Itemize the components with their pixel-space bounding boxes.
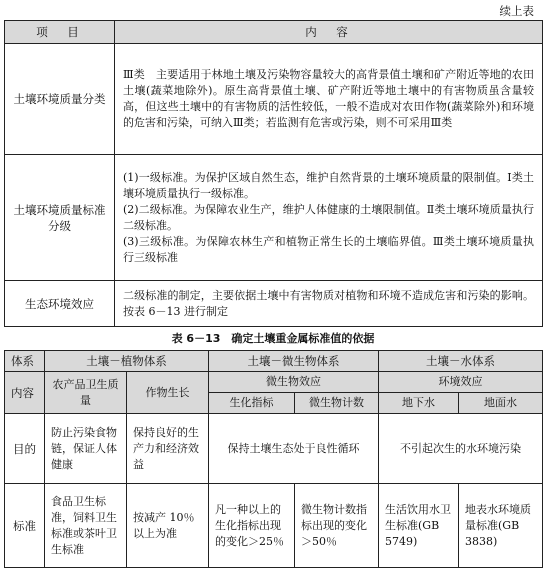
header-crop-growth: 作物生长 — [127, 372, 209, 414]
header-env-effect: 环境效应 — [379, 372, 543, 393]
header-microbe-effect: 微生物效应 — [209, 372, 379, 393]
header-groundwater: 地下水 — [379, 393, 459, 414]
header-soil-microbe-system: 土壤－微生物体系 — [209, 351, 379, 372]
row-paragraph: 二级标准的制定，主要依据土壤中有害物质对植物和环境不造成危害和污染的影响。按表 6－13 进行制定 — [123, 288, 534, 318]
row-label: 生态环境效应 — [5, 281, 115, 327]
table-header-row — [5, 21, 543, 44]
table-header-row — [5, 372, 543, 393]
header-system: 体系 — [5, 351, 45, 372]
row-paragraph: (2)二级标准。为保障农业生产，维护人体健康的土壤限制值。Ⅱ类土壤环境质量执行二级标准。 — [123, 202, 534, 232]
row-paragraph: Ⅲ类 主要适用于林地土壤及污染物容量较大的高背景值土壤和矿产附近等地的农田土壤(蔬菜地除外)。原生高背景值土壤、矿产附近等地土壤中的有害物质虽含量较高，但这些土壤中的有害物质的活性较低，一般不造成对农田作物(蔬菜除外)和环境的危害和污染，可纳入Ⅲ类；若监测有危害或污染，则不可采用Ⅲ类 — [123, 68, 534, 129]
purpose-water: 不引起次生的水环境污染 — [379, 414, 543, 484]
header-food-health: 农产品卫生质量 — [45, 372, 127, 414]
continued-label: 续上表 — [499, 4, 534, 18]
header-surface-water: 地面水 — [459, 393, 543, 414]
row-paragraph: (3)三级标准。为保障农林生产和植物正常生长的土壤临界值。Ⅲ类土壤环境质量执行三级标准 — [123, 234, 534, 264]
row-label-standard: 标准 — [5, 484, 45, 568]
standard-crop: 按减产 10％以上为准 — [127, 484, 209, 568]
row-content — [115, 44, 543, 155]
standard-biochem: 凡一种以上的生化指标出现的变化＞25％ — [209, 484, 295, 568]
table-row — [5, 281, 543, 327]
purpose-microbe: 保持土壤生态处于良性循环 — [209, 414, 379, 484]
heavy-metal-basis-table — [4, 350, 543, 568]
header-item: 项 目 — [5, 21, 115, 44]
row-paragraph: (1)一级标准。为保护区域自然生态，维护自然背景的土壤环境质量的限制值。Ⅰ类土壤环境质量执行一级标准。 — [123, 170, 534, 200]
soil-quality-table-continued — [4, 20, 543, 327]
row-label: 土壤环境质量标准分级 — [5, 155, 115, 281]
row-label-purpose: 目的 — [5, 414, 45, 484]
row-content — [115, 281, 543, 327]
purpose-food: 防止污染食物链，保证人体健康 — [45, 414, 127, 484]
header-content: 内容 — [5, 372, 45, 414]
table-header-row — [5, 351, 543, 372]
header-biochem: 生化指标 — [209, 393, 295, 414]
standard-food: 食品卫生标准，饲料卫生标准或茶叶卫生标准 — [45, 484, 127, 568]
table-row — [5, 484, 543, 568]
purpose-crop: 保持良好的生产力和经济效益 — [127, 414, 209, 484]
header-soil-water-system: 土壤－水体系 — [379, 351, 543, 372]
table-row — [5, 44, 543, 155]
table-caption: 表 6－13 确定土壤重金属标准值的依据 — [171, 332, 375, 345]
table-row — [5, 155, 543, 281]
standard-microbe-count: 微生物计数指标出现的变化＞50％ — [295, 484, 379, 568]
standard-groundwater: 生活饮用水卫生标准(GB 5749) — [379, 484, 459, 568]
table-row — [5, 414, 543, 484]
header-microbe-count: 微生物计数 — [295, 393, 379, 414]
row-content — [115, 155, 543, 281]
header-content: 内 容 — [115, 21, 543, 44]
standard-surface-water: 地表水环境质量标准(GB 3838) — [459, 484, 543, 568]
row-label: 土壤环境质量分类 — [5, 44, 115, 155]
header-soil-plant-system: 土壤－植物体系 — [45, 351, 209, 372]
